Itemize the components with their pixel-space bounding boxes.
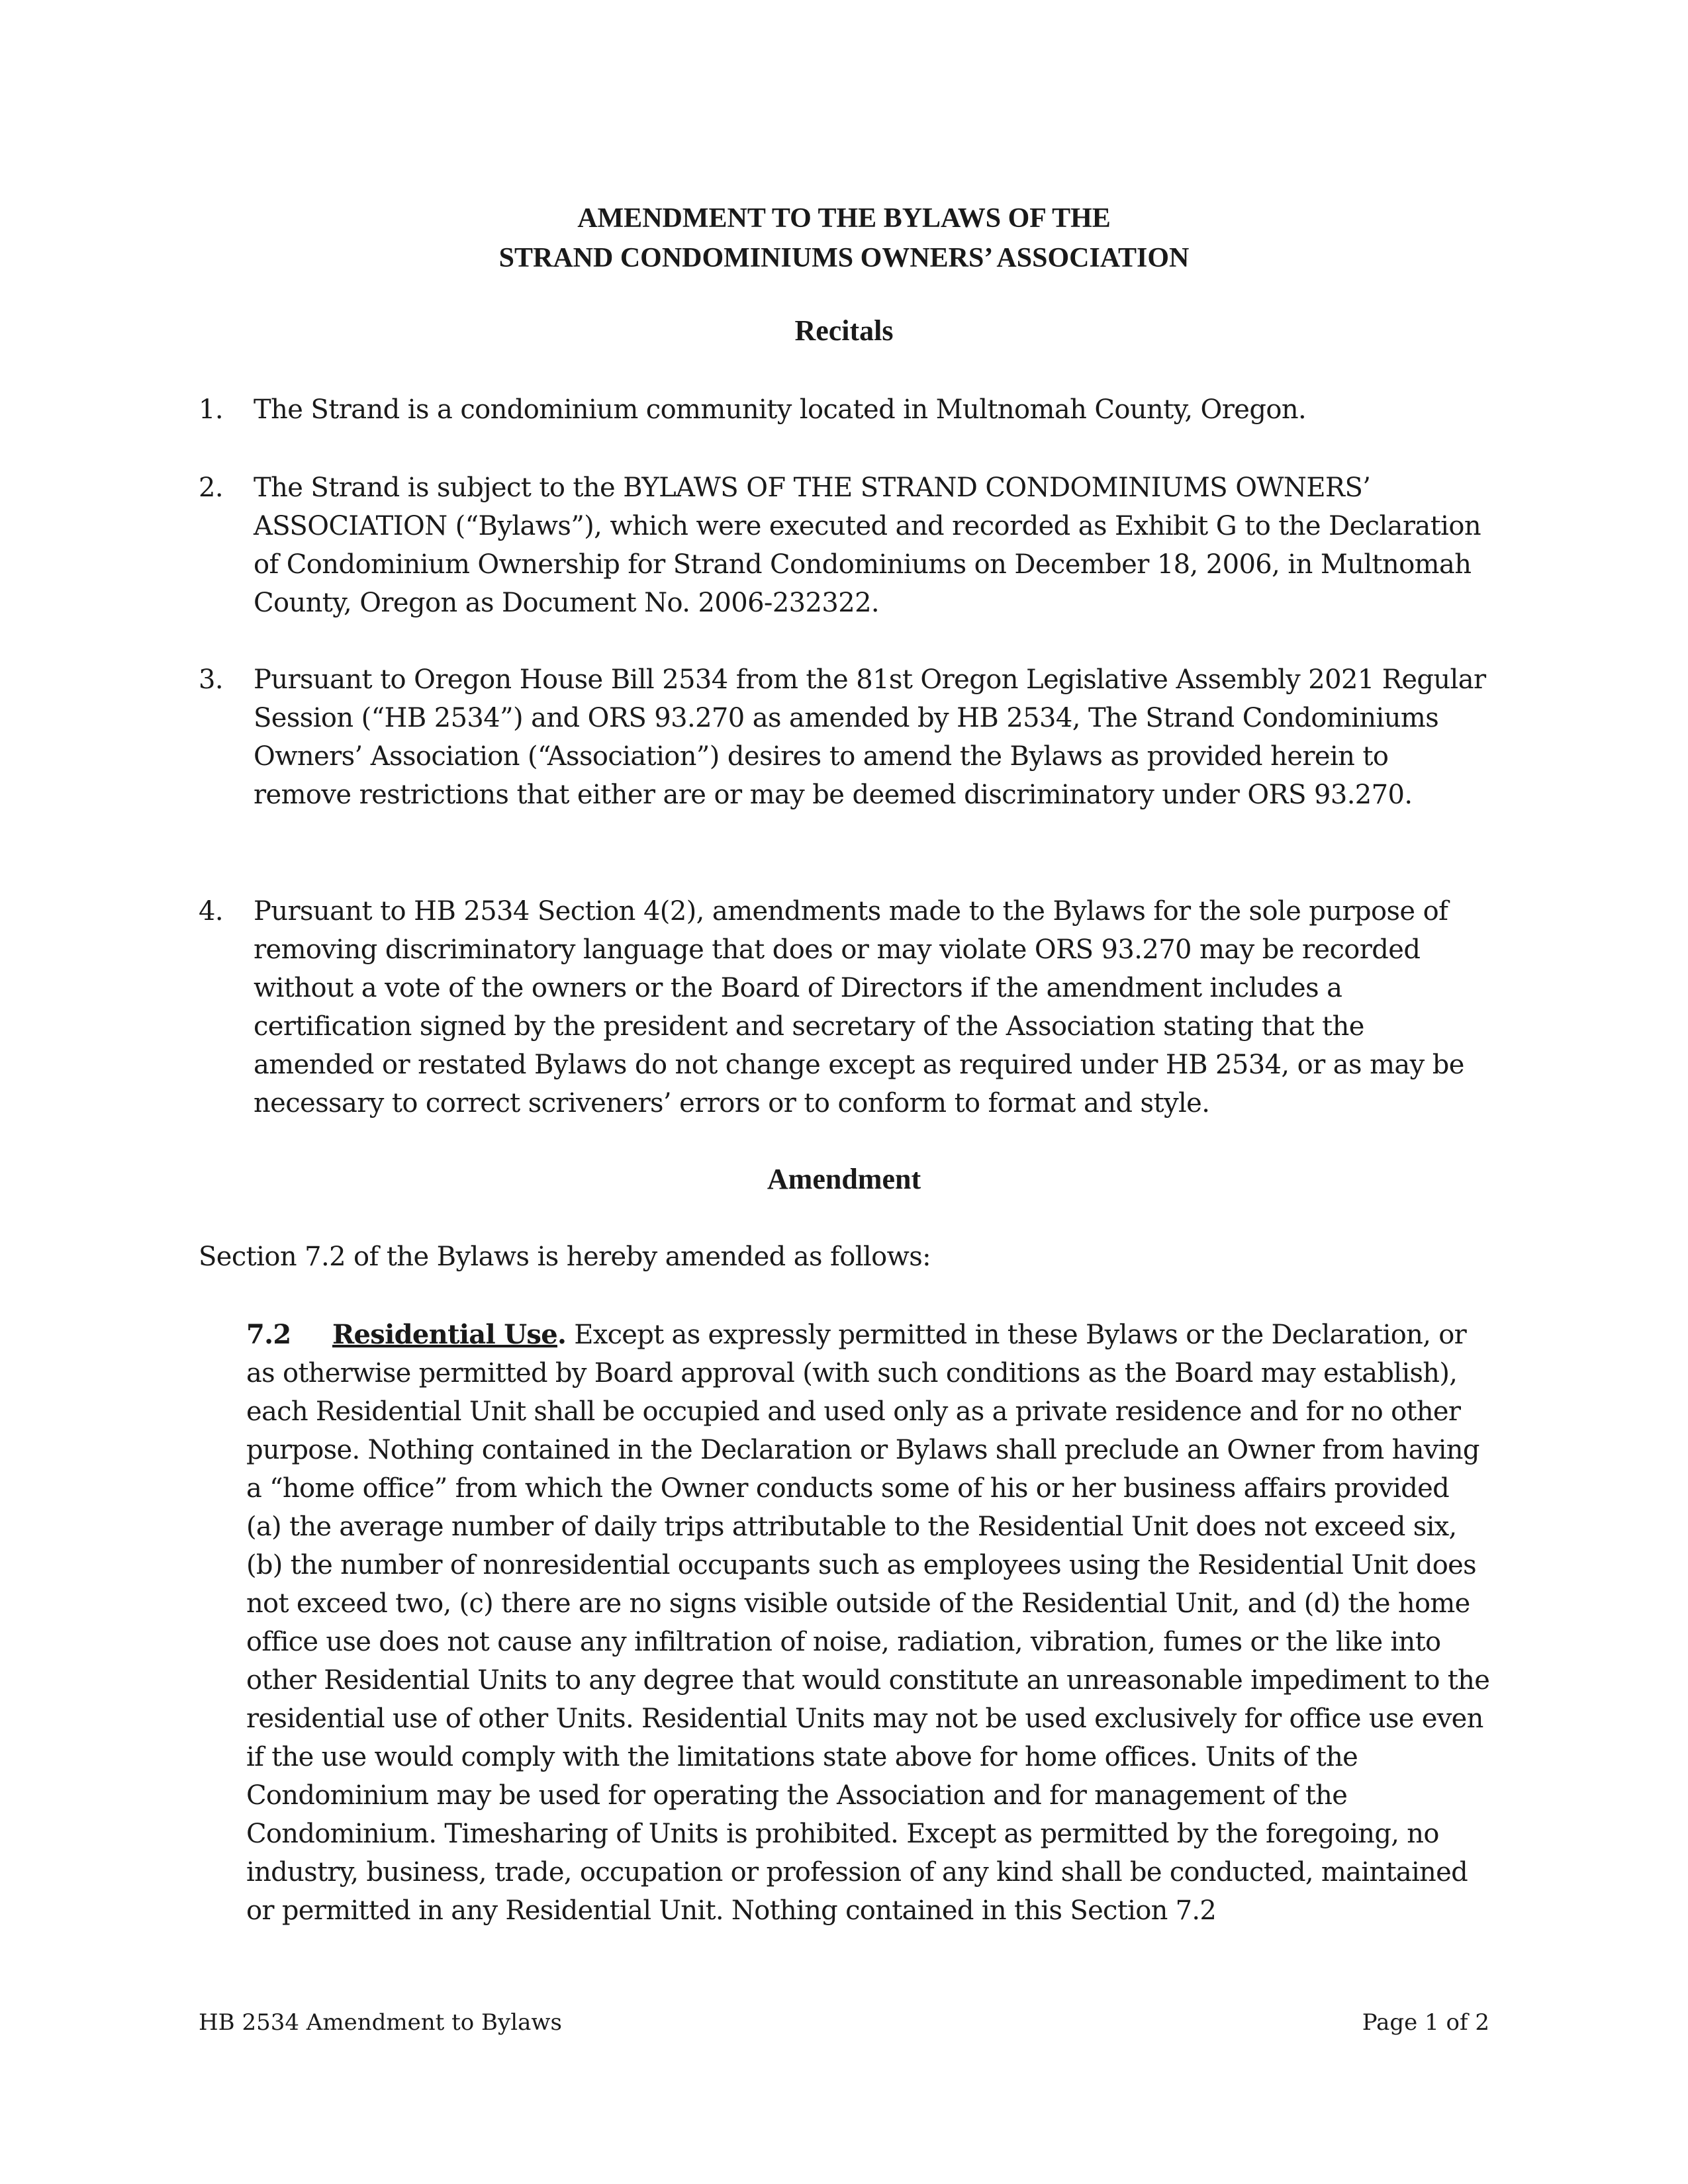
footer-page-number: Page 1 of 2 [1362,2009,1489,2036]
recital-item [199,660,1489,814]
recital-text: The Strand is a condominium community located in Multnomah County, Oregon. [254,394,1307,425]
recital-number: 4. [199,896,223,927]
recital-item [199,390,1489,429]
recital-number: 1. [199,394,223,425]
section-number: 7.2 [246,1319,291,1350]
document-title [199,199,1489,278]
recital-text: Pursuant to Oregon House Bill 2534 from the 81st Oregon Legislative Assembly 2021 Regular Session (“HB 2534”) and ORS 93.270 as amended by HB 2534, The Strand Condominiums Owners’ Association (“Association”) desires to amend the Bylaws as provided herein to remove restrictions that either are or may be deemed discriminatory under ORS 93.270. [254,664,1486,810]
recital-item [199,469,1489,622]
recital-item [199,892,1489,1122]
recital-number: 2. [199,473,223,503]
recitals-heading: Recitals [794,314,894,347]
recital-text: The Strand is subject to the BYLAWS OF THE STRAND CONDOMINIUMS OWNERS’ ASSOCIATION (“Bylaws”), which were executed and recorded as Exhibit G to the Declaration of Condominium Ownership for Strand Condominiums on December 18, 2006, in Multnomah County, Oregon as Document No. 2006-232322. [254,473,1481,618]
section-title-punctuation: . [557,1319,567,1350]
recital-text: Pursuant to HB 2534 Section 4(2), amendments made to the Bylaws for the sole purpose of removing discriminatory language that does or may violate ORS 93.270 may be recorded without a vote of the owners or the Board of Directors if the amendment includes a certification signed by the president and secretary of the Association stating that the amended or restated Bylaws do not change except as required under HB 2534, or as may be necessary to correct scriveners’ errors or to conform to format and style. [254,896,1464,1118]
footer-document-name: HB 2534 Amendment to Bylaws [199,2009,562,2036]
amendment-intro: Section 7.2 of the Bylaws is hereby amended as follows: [199,1242,931,1272]
title-line-1: AMENDMENT TO THE BYLAWS OF THE [577,203,1111,234]
amendment-heading: Amendment [767,1163,921,1195]
section-body: Except as expressly permitted in these Bylaws or the Declaration, or as otherwise permitted by Board approval (with such conditions as the Board may establish), each Residential Unit shall be occupied and used only as a private residence and for no other purpose. Nothing contained in the Declaration or Bylaws shall preclude an Owner from having a “home office” from which the Owner conducts some of his or her business affairs provided (a) the average number of daily trips attributable to the Residential Unit does not exceed six, (b) the number of nonresidential occupants such as employees using the Residential Unit does not exceed two, (c) there are no signs visible outside of the Residential Unit, and (d) the home office use does not cause any infiltration of noise, radiation, vibration, fumes or the like into other Residential Units to any degree that would constitute an unreasonable impediment to the residential use of other Units. Residential Units may not be used exclusively for office use even if the use would comply with the limitations state above for home offices. Units of the Condominium may be used for operating the Association and for management of the Condominium. Timesharing of Units is prohibited. Except as permitted by the foregoing, no industry, business, trade, occupation or profession of any kind shall be conducted, maintained or permitted in any Residential Unit. Nothing contained in this Section 7.2 [246,1320,1490,1926]
recital-number: 3. [199,664,223,695]
title-line-2: STRAND CONDOMINIUMS OWNERS’ ASSOCIATION [498,243,1190,273]
section-7-2 [246,1316,1491,1930]
section-title: Residential Use [332,1319,557,1350]
